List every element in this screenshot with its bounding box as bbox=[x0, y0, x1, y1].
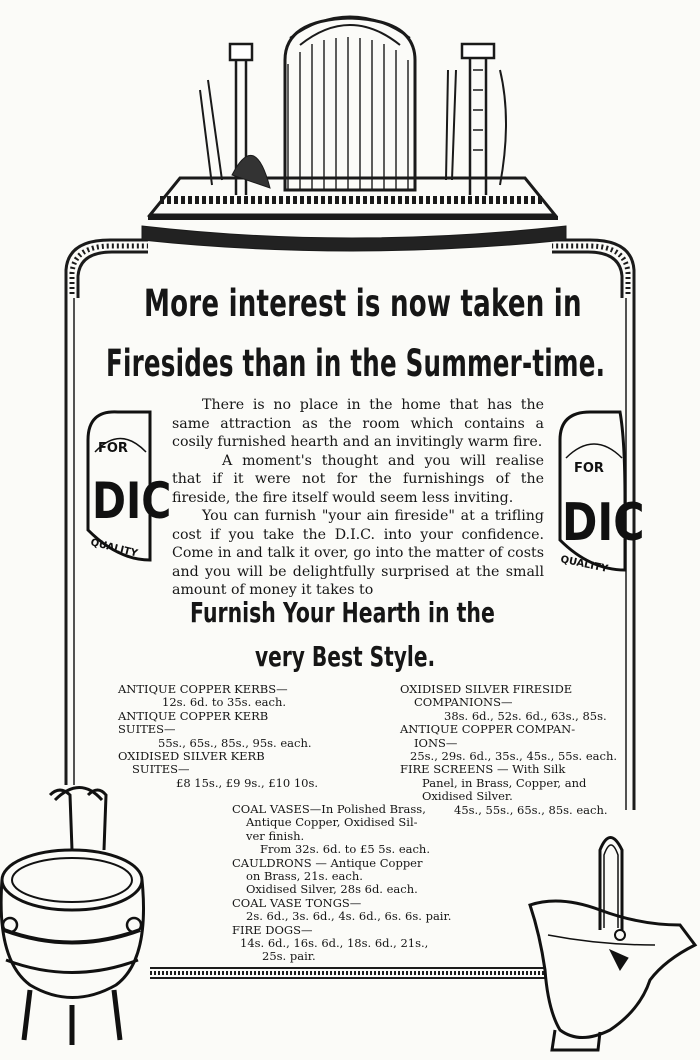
companions2-name-2: IONS— bbox=[414, 735, 458, 750]
cauldrons-line-1: CAULDRONS — Antique Copper bbox=[232, 855, 423, 870]
body-paragraph-2: A moment's thought and you will realise that if it were not for the furnishings of the fireside, the fire itself would seem less inviting. bbox=[172, 452, 544, 506]
companions1-price: 38s. 6d., 52s. 6d., 63s., 85s. bbox=[444, 708, 607, 723]
kerbs-price: 12s. 6d. to 35s. each. bbox=[162, 695, 287, 710]
badge-right-bottom: QUALITY bbox=[559, 554, 609, 575]
kerbs-name: ANTIQUE COPPER KERBS— bbox=[118, 682, 288, 696]
screens-line-3: Oxidised Silver. bbox=[422, 789, 513, 804]
badge-left-top: FOR bbox=[98, 441, 128, 456]
suites2-name-2: SUITES— bbox=[132, 762, 190, 777]
tongs-line-2: 2s. 6d., 3s. 6d., 4s. 6d., 6s. 6s. pair. bbox=[246, 909, 452, 924]
cauldrons-line-3: Oxidised Silver, 28s 6d. each. bbox=[246, 882, 418, 897]
fireplace-illustration bbox=[142, 17, 566, 252]
tongs-line-1: COAL VASE TONGS— bbox=[232, 895, 362, 910]
badge-left-bottom: QUALITY bbox=[89, 537, 139, 560]
coal-vases-line-1: COAL VASES—In Polished Brass, bbox=[232, 802, 426, 816]
companions2-name-1: ANTIQUE COPPER COMPAN- bbox=[400, 722, 576, 737]
body-paragraph-1: There is no place in the home that has the same attraction as the room which contains a cosily furnished hearth and an invitingly warm fire. bbox=[172, 397, 544, 450]
price-list-left bbox=[118, 683, 318, 790]
coal-vases-price: From 32s. 6d. to £5 5s. each. bbox=[260, 842, 430, 857]
screens-line-2: Panel, in Brass, Copper, and bbox=[422, 775, 587, 790]
headline-line-1: More interest is now taken in bbox=[144, 282, 582, 325]
subheading-line-1: Furnish Your Hearth in the bbox=[190, 596, 495, 629]
badge-right-top: FOR bbox=[574, 461, 604, 476]
suites2-name-1: OXIDISED SILVER KERB bbox=[118, 749, 265, 764]
suites1-name-2: SUITES— bbox=[118, 722, 176, 737]
badge-left-mark: DIC bbox=[92, 472, 172, 531]
suites1-price: 55s., 65s., 85s., 95s. each. bbox=[158, 735, 312, 750]
body-copy bbox=[172, 396, 544, 600]
price-list-right bbox=[400, 683, 617, 817]
companions2-price: 25s., 29s. 6d., 35s., 45s., 55s. each. bbox=[410, 749, 618, 764]
fire-dogs-line-2: 14s. 6d., 16s. 6d., 18s. 6d., 21s., bbox=[240, 936, 429, 951]
subheading-line-2: very Best Style. bbox=[255, 640, 436, 673]
body-paragraph-3: You can furnish "your ain fireside" at a trifling cost if you take the D.I.C. into your confidence. Come in and talk it over, go into the matter of costs and you will be delightfully surprised at the small amount of money it takes to bbox=[172, 508, 544, 598]
price-list-center bbox=[232, 803, 451, 964]
dic-badge-right bbox=[559, 412, 644, 575]
coal-vases-line-2: Antique Copper, Oxidised Sil- bbox=[246, 815, 418, 830]
screens-line-1: FIRE SCREENS — With Silk bbox=[400, 762, 566, 777]
fire-dogs-line-3: 25s. pair. bbox=[262, 949, 316, 964]
companions1-name-2: COMPANIONS— bbox=[414, 695, 513, 710]
badge-right-mark: DIC bbox=[562, 492, 645, 554]
headline-line-2: Firesides than in the Summer-time. bbox=[106, 342, 606, 385]
suites1-name-1: ANTIQUE COPPER KERB bbox=[118, 708, 269, 723]
suites2-price: £8 15s., £9 9s., £10 10s. bbox=[176, 775, 319, 790]
screens-price: 45s., 55s., 65s., 85s. each. bbox=[454, 802, 608, 817]
fire-dogs-line-1: FIRE DOGS— bbox=[232, 922, 313, 937]
coal-vase-illustration bbox=[530, 838, 695, 1051]
coal-vases-line-3: ver finish. bbox=[246, 828, 305, 843]
companions1-name-1: OXIDISED SILVER FIRESIDE bbox=[400, 682, 573, 696]
dic-badge-left bbox=[88, 412, 171, 560]
cauldron-illustration bbox=[1, 788, 143, 1046]
cauldrons-line-2: on Brass, 21s. each. bbox=[246, 869, 363, 884]
